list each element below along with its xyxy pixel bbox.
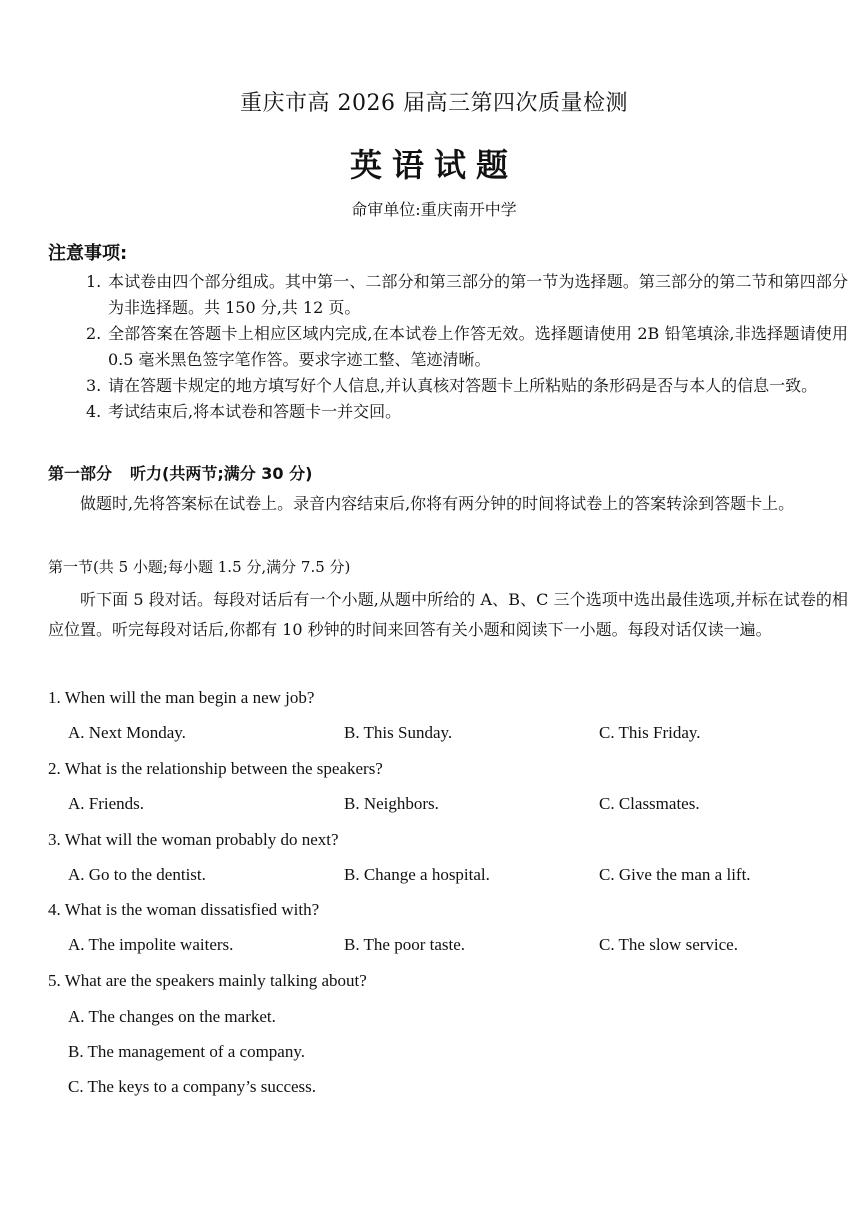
part1-title: 听力(共两节;满分 30 分) (130, 464, 313, 483)
question-5-option-a: A. The changes on the market. (68, 1007, 276, 1026)
notice-item (86, 399, 848, 425)
question-5: 5. What are the speakers mainly talking about? (48, 971, 367, 990)
option-b: B. This Sunday. (344, 723, 453, 742)
part1-instructions: 做题时,先将答案标在试卷上。录音内容结束后,你将有两分钟的时间将试卷上的答案转涂到答题卡上。 (80, 494, 795, 513)
notice-item-number: 3. (86, 376, 102, 395)
notice-item-text: 全部答案在答题卡上相应区域内完成,在本试卷上作答无效。选择题请使用 2B 铅笔填涂,非选择题请使用 0.5 毫米黑色签字笔作答。要求字迹工整、笔迹清晰。 (108, 324, 848, 369)
option-c: C. The slow service. (599, 935, 738, 954)
question-5-option-c: C. The keys to a company’s success. (68, 1077, 317, 1096)
subject-title: 英语试题 (349, 146, 518, 184)
question-1: 1. When will the man begin a new job? (48, 688, 315, 707)
section1-instructions: 听下面 5 段对话。每段对话后有一个小题,从题中所给的 A、B、C 三个选项中选出最佳选项,并标在试卷的相应位置。听完每段对话后,你都有 10 秒钟的时间来回答有关小题和阅读下一小题。每段对话仅读一遍。 (48, 590, 848, 639)
notice-item-number: 1. (86, 272, 102, 291)
option-a: A. Next Monday. (68, 723, 186, 742)
question-5-option-b: B. The management of a company. (68, 1042, 305, 1061)
notice-item (86, 321, 848, 373)
question-4: 4. What is the woman dissatisfied with? (48, 900, 320, 919)
notice-item-number: 2. (86, 324, 102, 343)
option-a: A. The impolite waiters. (68, 935, 234, 954)
option-b: B. Neighbors. (344, 794, 439, 813)
option-a: A. Friends. (68, 794, 145, 813)
option-b: B. Change a hospital. (344, 865, 490, 884)
question-2: 2. What is the relationship between the speakers? (48, 759, 383, 778)
author-line: 命审单位:重庆南开中学 (351, 200, 517, 219)
option-c: C. Classmates. (599, 794, 700, 813)
exam-title: 重庆市高 2026 届高三第四次质量检测 (240, 91, 628, 116)
part1-heading (48, 461, 330, 484)
notice-item-text: 请在答题卡规定的地方填写好个人信息,并认真核对答题卡上所粘贴的条形码是否与本人的信息一致。 (108, 376, 818, 395)
option-a: A. Go to the dentist. (68, 865, 206, 884)
question-3: 3. What will the woman probably do next? (48, 830, 339, 849)
part1-label: 第一部分 (48, 464, 113, 483)
notice-item-text: 本试卷由四个部分组成。其中第一、二部分和第三部分的第一节为选择题。第三部分的第二节和第四部分为非选择题。共 150 分,共 12 页。 (108, 272, 848, 317)
notice-item-text: 考试结束后,将本试卷和答题卡一并交回。 (108, 402, 402, 421)
notice-item-number: 4. (86, 402, 102, 421)
notice-heading: 注意事项: (48, 243, 128, 264)
option-c: C. This Friday. (599, 723, 701, 742)
notice-list (86, 269, 848, 425)
option-b: B. The poor taste. (344, 935, 466, 954)
section1-heading: 第一节(共 5 小题;每小题 1.5 分,满分 7.5 分) (48, 558, 351, 576)
option-c: C. Give the man a lift. (599, 865, 751, 884)
notice-item (86, 373, 848, 399)
notice-item (86, 269, 848, 321)
